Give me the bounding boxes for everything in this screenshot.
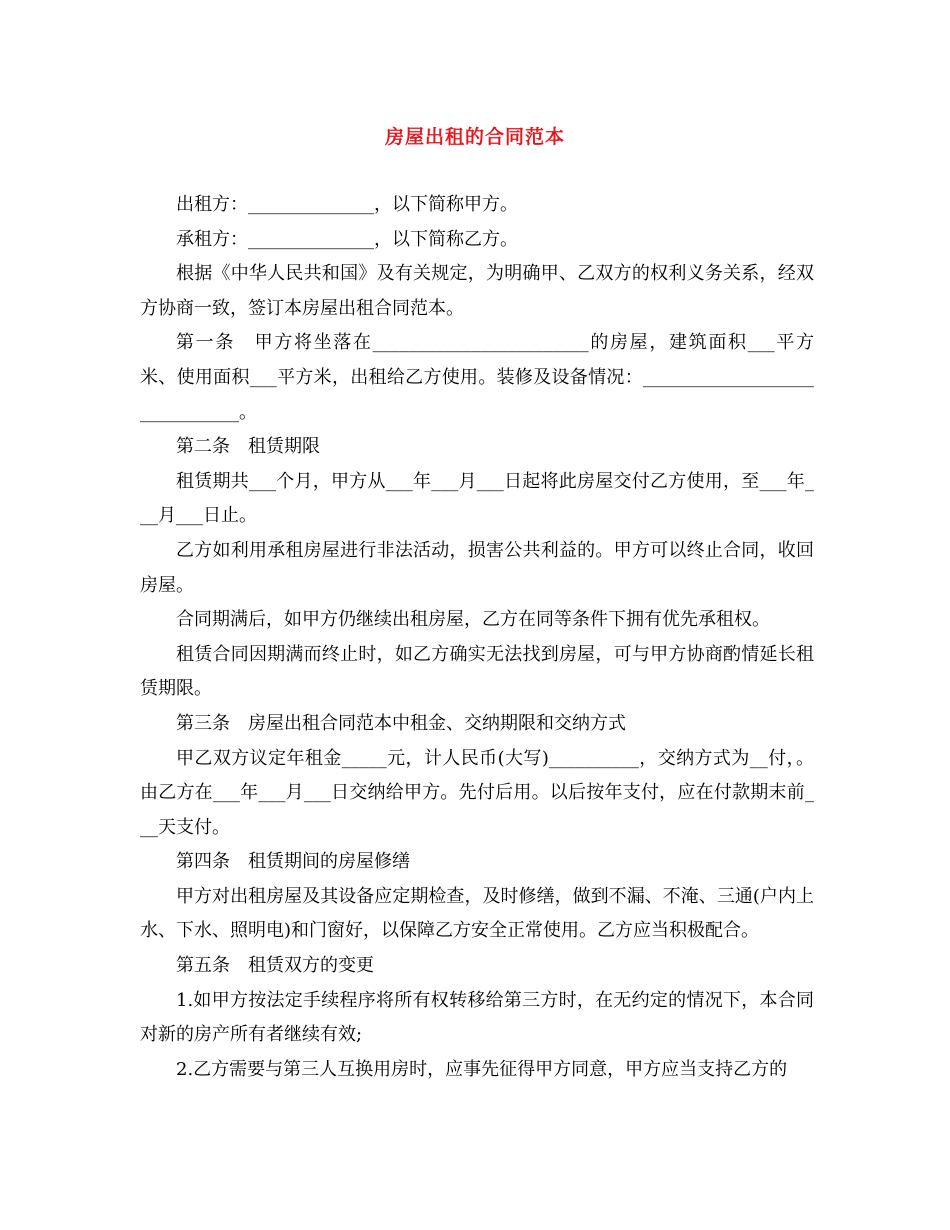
- lessee-line: 承租方：______________，以下简称乙方。: [176, 228, 518, 250]
- document-title: 房屋出租的合同范本: [384, 126, 565, 148]
- article-2-heading: 第二条 租赁期限: [176, 436, 320, 458]
- repair-paragraph: 甲方对出租房屋及其设备应定期检查，及时修缮，做到不漏、不淹、三通(户内上水、下水、照明电)和门窗好，以保障乙方安全正常使用。乙方应当积极配合。: [140, 885, 814, 942]
- priority-renewal-paragraph: 合同期满后，如甲方仍继续出租房屋，乙方在同等条件下拥有优先承租权。: [176, 609, 770, 631]
- change-item-1: 1.如甲方按法定手续程序将所有权转移给第三方时，在无约定的情况下，本合同对新的房产所有者继续有效;: [140, 989, 814, 1046]
- article-4-heading: 第四条 租赁期间的房屋修缮: [176, 851, 410, 873]
- term-extension-paragraph: 租赁合同因期满而终止时，如乙方确实无法找到房屋，可与甲方协商酌情延长租赁期限。: [140, 643, 814, 700]
- illegal-use-paragraph: 乙方如利用承租房屋进行非法活动，损害公共利益的。甲方可以终止合同，收回房屋。: [140, 539, 814, 596]
- article-5-heading: 第五条 租赁双方的变更: [176, 955, 374, 977]
- article-1-paragraph: 第一条 甲方将坐落在________________________的房屋，建筑面积___平方米、使用面积___平方米，出租给乙方使用。装修及设备情况：______________________________。: [140, 332, 814, 423]
- change-item-2: 2.乙方需要与第三人互换用房时，应事先征得甲方同意，甲方应当支持乙方的: [176, 1058, 788, 1080]
- document-body: [140, 188, 814, 1087]
- article-3-heading: 第三条 房屋出租合同范本中租金、交纳期限和交纳方式: [176, 712, 626, 734]
- rent-payment-paragraph: 甲乙双方议定年租金_____元，计人民币(大写)__________，交纳方式为__付，。由乙方在___年___月___日交纳给甲方。先付后用。以后按年支付，应在付款期末前___天支付。: [140, 747, 814, 838]
- preamble-paragraph: 根据《中华人民共和国》及有关规定，为明确甲、乙双方的权利义务关系，经双方协商一致，签订本房屋出租合同范本。: [140, 263, 814, 319]
- lessor-line: 出租方：______________，以下简称甲方。: [176, 194, 518, 215]
- lease-term-paragraph: 租赁期共___个月，甲方从___年___月___日起将此房屋交付乙方使用，至___年___月___日止。: [140, 470, 814, 527]
